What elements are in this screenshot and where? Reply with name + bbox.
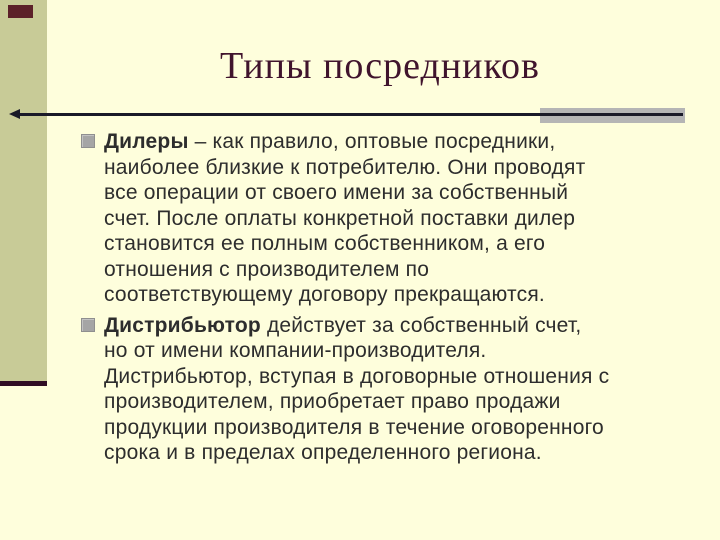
square-bullet-icon xyxy=(81,318,95,332)
bullet-lead-word: Дистрибьютор xyxy=(104,313,261,337)
bullet-list xyxy=(81,129,710,471)
text-line xyxy=(104,129,585,155)
text-line: соответствующему договору прекращаются. xyxy=(104,283,545,306)
divider-left-arrow-icon xyxy=(9,109,20,119)
square-bullet-icon xyxy=(81,134,95,148)
text-line: все операции от своего имени за собственный xyxy=(104,181,569,204)
bullet-item-distributor xyxy=(81,313,710,466)
text-line xyxy=(104,313,609,339)
bullet-item-dealers xyxy=(81,129,710,308)
text-line-rest: действует за собственный счет, xyxy=(260,313,582,337)
bullet-text-distributor xyxy=(104,313,609,466)
text-line: отношения с производителем по xyxy=(104,257,430,281)
text-line: становится ее полным собственником, а его xyxy=(104,232,546,255)
text-line: счет. После оплаты конкретной поставки дилер xyxy=(104,206,576,230)
text-line: продукции производителя в течение оговоренного xyxy=(104,415,604,439)
text-line: срока и в пределах определенного региона. xyxy=(104,441,542,464)
accent-square xyxy=(8,5,33,18)
bullet-text-dealers xyxy=(104,129,585,308)
text-line: наиболее близкие к потребителю. Они проводят xyxy=(104,155,586,179)
text-line: но от имени компании-производителя. xyxy=(104,339,487,362)
text-line-rest: – как правило, оптовые посредники, xyxy=(188,130,556,153)
bullet-lead-word: Дилеры xyxy=(104,130,189,153)
slide-title: Типы посредников xyxy=(220,45,540,87)
divider-line xyxy=(19,113,683,116)
text-line: производителем, приобретает право продажи xyxy=(104,390,561,413)
sidebar-bottom-cap xyxy=(0,381,47,386)
text-line: Дистрибьютор, вступая в договорные отношения с xyxy=(104,364,610,388)
